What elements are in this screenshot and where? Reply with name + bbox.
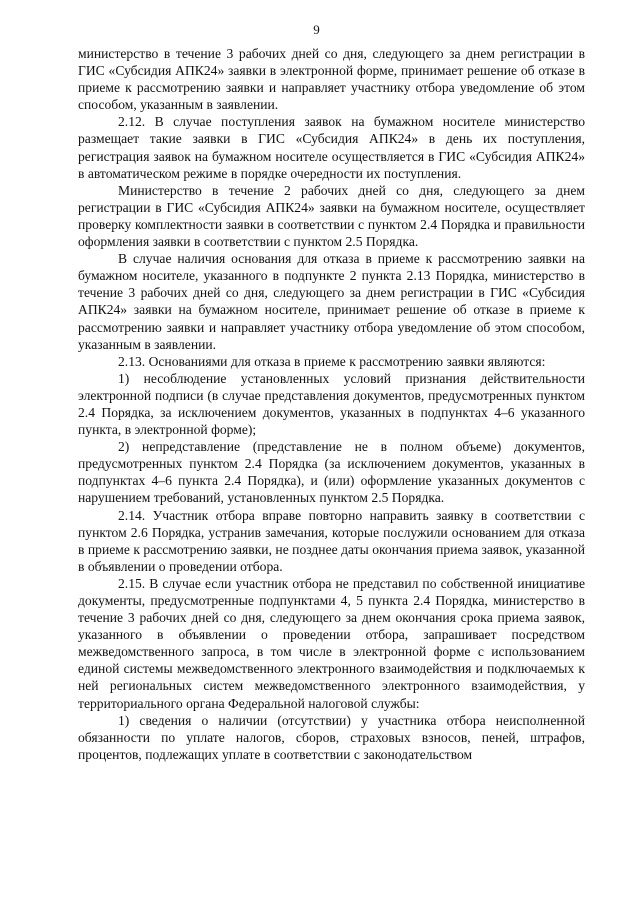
paragraph: 2.12. В случае поступления заявок на бумажном носителе министерство размещает такие заявки в ГИС «Субсидия АПК24» в день их поступления, регистрация заявок на бумажном носителе осуществляется в ГИС «Субсидия АПК24» в автоматическом режиме в порядке очередности их поступления.	[78, 114, 585, 181]
paragraph: 2) непредставление (представление не в полном объеме) документов, предусмотренных пунктом 2.4 Порядка (за исключением документов, указанных в подпунктах 4–6 пункта 2.4 Порядка), и (или) оформление указанных документов с нарушением требований, установленных пунктом 2.5 Порядка.	[78, 439, 585, 506]
paragraph: 2.14. Участник отбора вправе повторно направить заявку в соответствии с пунктом 2.6 Порядка, устранив замечания, которые послужили основанием для отказа в приеме к рассмотрению заявки, не позднее даты окончания приема заявок, указанной в объявлении о проведении отбора.	[78, 507, 585, 574]
paragraph: 1) несоблюдение установленных условий признания действительности электронной подписи (в случае представления документов, предусмотренных пунктом 2.4 Порядка, за исключением документов, указанных в подпунктах 4–6 указанного пункта, в электронной форме);	[78, 370, 585, 438]
page-number: 9	[313, 22, 320, 37]
paragraph: 2.15. В случае если участник отбора не представил по собственной инициативе документы, предусмотренные подпунктами 4, 5 пункта 2.4 Порядка, министерство в течение 3 рабочих дней со дня, следующего за днем окончания срока приема заявок, указанного в объявлении о проведении отбора, запрашивает посредством межведомственного запроса, в том числе в электронной форме с использованием единой системы межведомственного электронного взаимодействия и подключаемых к ней региональных систем межведомственного электронного взаимодействия, у территориального органа Федеральной налоговой службы:	[78, 575, 585, 711]
paragraph: 2.13. Основаниями для отказа в приеме к рассмотрению заявки являются:	[118, 353, 546, 369]
paragraph: 1) сведения о наличии (отсутствии) у участника отбора неисполненной обязанности по уплате налогов, сборов, страховых взносов, пеней, штрафов, процентов, подлежащих уплате в соответствии с законодательством	[78, 712, 585, 762]
paragraph: министерство в течение 3 рабочих дней со дня, следующего за днем регистрации в ГИС «Субсидия АПК24» заявки в электронной форме, принимает решение об отказе в приеме к рассмотрению заявки и направляет участнику отбора уведомление об этом способом, указанным в заявлении.	[78, 46, 585, 113]
paragraph: В случае наличия основания для отказа в приеме к рассмотрению заявки на бумажном носителе, указанного в подпункте 2 пункта 2.13 Порядка, министерство в течение 3 рабочих дней со дня, следующего за днем регистрации в ГИС «Субсидия АПК24» заявки на бумажном носителе, принимает решение об отказе в приеме к рассмотрению заявки и направляет участнику отбора уведомление об этом способом, указанным в заявлении.	[78, 251, 585, 352]
paragraph: Министерство в течение 2 рабочих дней со дня, следующего за днем регистрации в ГИС «Субсидия АПК24» заявки на бумажном носителе, осуществляет проверку комплектности заявки в соответствии с пунктом 2.4 Порядка и правильности оформления заявки в соответствии с пунктом 2.5 Порядка.	[78, 182, 585, 250]
document-body	[78, 45, 585, 763]
